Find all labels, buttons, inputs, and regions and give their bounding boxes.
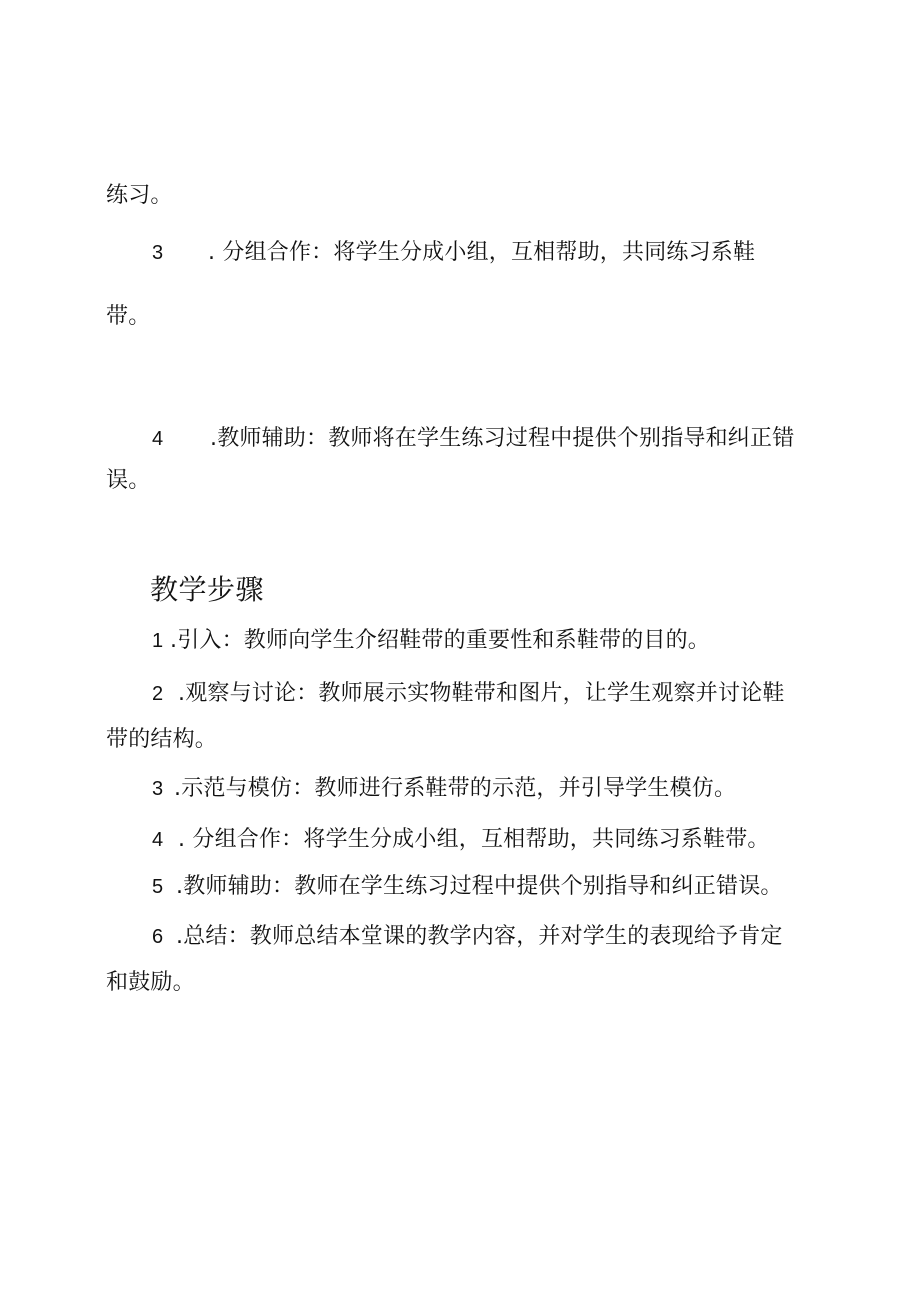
list-item-number: 6	[152, 926, 164, 948]
list-item-continuation: 带。	[106, 304, 151, 329]
list-item-text: .教师辅助：教师将在学生练习过程中提供个别指导和纠正错	[210, 426, 795, 451]
list-item-text: .教师辅助：教师在学生练习过程中提供个别指导和纠正错误。	[176, 874, 783, 899]
list-item-number: 4	[152, 829, 164, 851]
list-item-number: 3	[152, 778, 164, 800]
list-item-number: 3	[152, 242, 164, 264]
list-item-number: 2	[152, 683, 164, 705]
list-item-text: .示范与模仿：教师进行系鞋带的示范，并引导学生模仿。	[174, 776, 737, 801]
list-item-number: 1	[152, 630, 164, 652]
list-item-continuation: 和鼓励。	[106, 970, 195, 995]
list-item-text: . 分组合作：将学生分成小组，互相帮助，共同练习系鞋	[208, 240, 756, 265]
list-item-continuation: 误。	[106, 468, 151, 493]
list-item-text: .总结：教师总结本堂课的教学内容，并对学生的表现给予肯定	[176, 924, 783, 949]
list-item-text: . 分组合作：将学生分成小组，互相帮助，共同练习系鞋带。	[178, 827, 770, 852]
list-item-text: .观察与讨论：教师展示实物鞋带和图片，让学生观察并讨论鞋	[178, 681, 785, 706]
list-item-text: .引入：教师向学生介绍鞋带的重要性和系鞋带的目的。	[170, 628, 710, 653]
continuation-text: 练习。	[106, 183, 173, 208]
section-heading: 教学步骤	[150, 573, 265, 606]
list-item-number: 5	[152, 876, 164, 898]
list-item-number: 4	[152, 428, 164, 450]
list-item-continuation: 带的结构。	[106, 727, 218, 752]
